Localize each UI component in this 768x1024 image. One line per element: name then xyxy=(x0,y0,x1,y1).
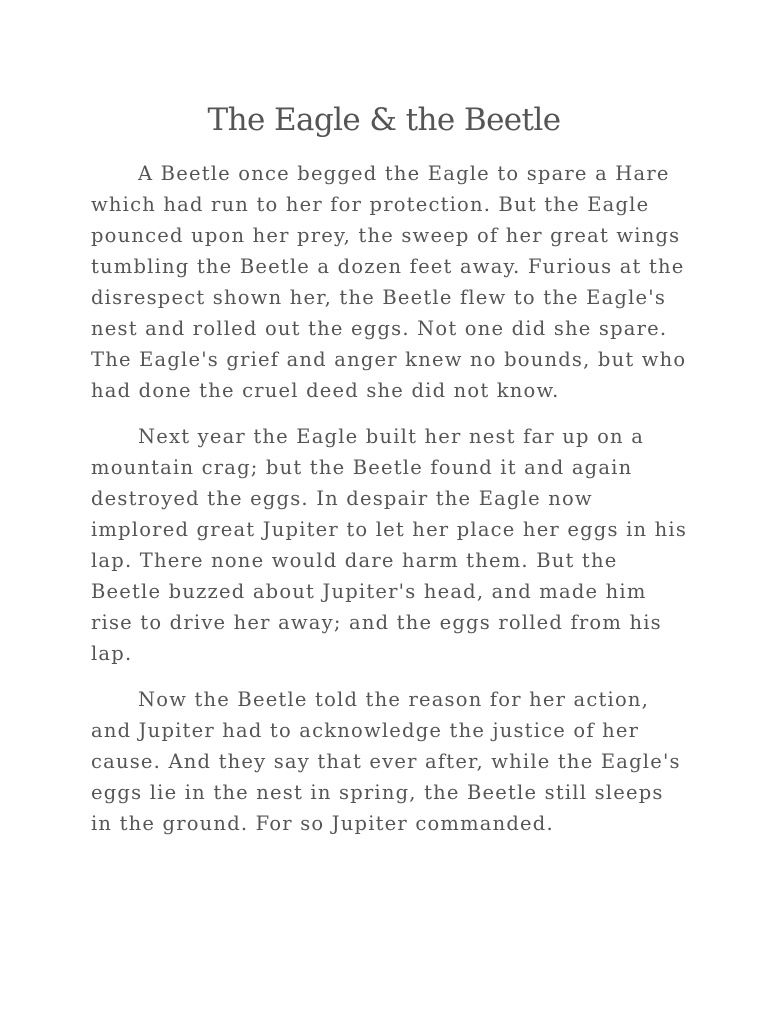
story-paragraph-1: A Beetle once begged the Eagle to spare a Hare which had run to her for protection. But the Eagle pounced upon her prey, the sweep of her great wings tumbling the Beetle a dozen feet away. Furious at the disrespect shown her, the Beetle flew to the Eagle's nest and rolled out the eggs. Not one did she spare. The Eagle's grief and anger knew no bounds, but who had done the cruel deed she did not know. xyxy=(91,162,687,402)
story-paragraph-2: Next year the Eagle built her nest far up on a mountain crag; but the Beetle found it and again destroyed the eggs. In despair the Eagle now implored great Jupiter to let her place her eggs in his lap. There none would dare harm them. But the Beetle buzzed about Jupiter's head, and made him rise to drive her away; and the eggs rolled from his lap. xyxy=(91,425,688,665)
story-paragraph-3: Now the Beetle told the reason for her action, and Jupiter had to acknowledge the justice of her cause. And they say that ever after, while the Eagle's eggs lie in the nest in spring, the Beetle still sleeps in the ground. For so Jupiter commanded. xyxy=(91,688,681,835)
story-title: The Eagle & the Beetle xyxy=(207,102,561,138)
story-body xyxy=(91,158,691,854)
